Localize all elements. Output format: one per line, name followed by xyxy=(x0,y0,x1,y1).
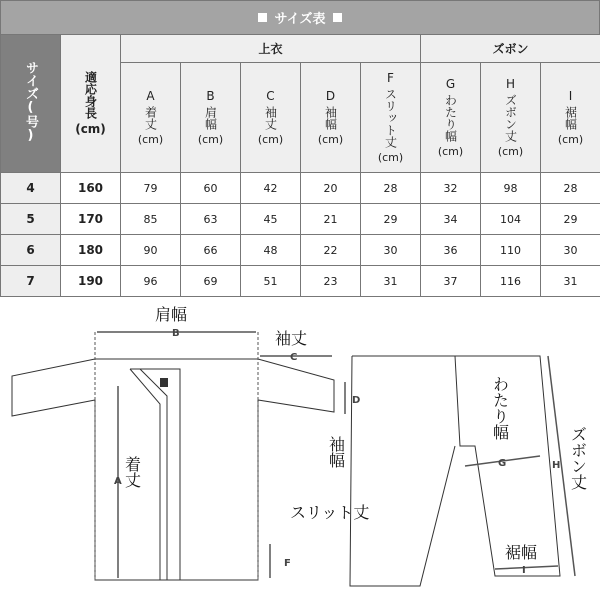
size-header-text: サイズ(号) xyxy=(23,61,38,143)
size-cell: 7 xyxy=(1,266,61,297)
column-header xyxy=(541,63,600,173)
height-cell: 170 xyxy=(61,204,121,235)
letter-b: B xyxy=(172,328,180,339)
square-icon xyxy=(333,13,342,22)
column-unit: (cm) xyxy=(437,145,464,158)
column-name: 肩幅 xyxy=(203,106,218,130)
column-label: G xyxy=(443,77,458,91)
measurement-diagram xyxy=(0,296,600,612)
column-name: 袖幅 xyxy=(323,106,338,130)
column-header xyxy=(241,63,301,173)
column-unit: (cm) xyxy=(197,133,224,146)
size-table xyxy=(0,34,600,297)
value-cell: 98 xyxy=(481,173,541,204)
value-cell: 85 xyxy=(121,204,181,235)
column-name: ズボン丈 xyxy=(503,94,518,142)
value-cell: 90 xyxy=(121,235,181,266)
column-name: 裾幅 xyxy=(563,106,578,130)
value-cell: 31 xyxy=(541,266,600,297)
height-cell: 160 xyxy=(61,173,121,204)
column-unit: (cm) xyxy=(557,133,584,146)
value-cell: 63 xyxy=(181,204,241,235)
column-unit: (cm) xyxy=(137,133,164,146)
label-thigh: わたり幅 xyxy=(490,376,510,440)
column-header xyxy=(481,63,541,173)
value-cell: 30 xyxy=(361,235,421,266)
column-header xyxy=(301,63,361,173)
column-name: 袖丈 xyxy=(263,106,278,130)
column-header xyxy=(121,63,181,173)
size-cell: 5 xyxy=(1,204,61,235)
table-row xyxy=(1,204,600,235)
value-cell: 28 xyxy=(361,173,421,204)
table-row xyxy=(1,173,600,204)
height-header-text: 適応身長 xyxy=(83,71,98,119)
height-cell: 190 xyxy=(61,266,121,297)
value-cell: 21 xyxy=(301,204,361,235)
value-cell: 66 xyxy=(181,235,241,266)
value-cell: 116 xyxy=(481,266,541,297)
column-label: B xyxy=(203,89,218,103)
column-header xyxy=(181,63,241,173)
label-shoulder: 肩幅 xyxy=(155,305,188,324)
label-sleeve-width: 袖幅 xyxy=(326,436,346,468)
jacket-header: 上衣 xyxy=(121,35,421,63)
column-label: A xyxy=(143,89,158,103)
column-name: わたり幅 xyxy=(443,94,458,142)
table-row xyxy=(1,266,600,297)
size-cell: 4 xyxy=(1,173,61,204)
column-label: I xyxy=(563,89,578,103)
value-cell: 23 xyxy=(301,266,361,297)
title-text: サイズ表 xyxy=(274,12,326,27)
label-pants-length: ズボン丈 xyxy=(568,426,588,490)
column-label: C xyxy=(263,89,278,103)
height-unit: (cm) xyxy=(75,122,106,136)
column-unit: (cm) xyxy=(497,145,524,158)
column-unit: (cm) xyxy=(257,133,284,146)
column-name: スリット丈 xyxy=(383,88,398,148)
height-cell: 180 xyxy=(61,235,121,266)
table-row xyxy=(1,235,600,266)
value-cell: 104 xyxy=(481,204,541,235)
square-icon xyxy=(258,13,267,22)
value-cell: 22 xyxy=(301,235,361,266)
size-cell: 6 xyxy=(1,235,61,266)
value-cell: 29 xyxy=(361,204,421,235)
collar-mark xyxy=(160,378,168,387)
column-label: H xyxy=(503,77,518,91)
height-header xyxy=(61,35,121,173)
value-cell: 32 xyxy=(421,173,481,204)
value-cell: 31 xyxy=(361,266,421,297)
value-cell: 48 xyxy=(241,235,301,266)
size-table-title xyxy=(0,0,600,35)
value-cell: 51 xyxy=(241,266,301,297)
letter-a: A xyxy=(114,476,122,487)
column-label: D xyxy=(323,89,338,103)
pants-header: ズボン xyxy=(421,35,600,63)
label-slit: スリット丈 xyxy=(290,503,370,522)
column-unit: (cm) xyxy=(377,151,404,164)
value-cell: 79 xyxy=(121,173,181,204)
label-sleeve-length: 袖丈 xyxy=(275,329,308,348)
value-cell: 96 xyxy=(121,266,181,297)
value-cell: 30 xyxy=(541,235,600,266)
value-cell: 34 xyxy=(421,204,481,235)
value-cell: 37 xyxy=(421,266,481,297)
column-header xyxy=(361,63,421,173)
letter-d: D xyxy=(352,395,361,406)
letter-h: H xyxy=(552,460,561,471)
letter-g: G xyxy=(498,458,507,469)
value-cell: 20 xyxy=(301,173,361,204)
value-cell: 36 xyxy=(421,235,481,266)
letter-f: F xyxy=(284,558,291,569)
label-length: 着丈 xyxy=(122,456,142,488)
column-name: 着丈 xyxy=(143,106,158,130)
letter-c: C xyxy=(290,352,298,363)
letter-i: I xyxy=(522,565,526,576)
column-header xyxy=(421,63,481,173)
value-cell: 28 xyxy=(541,173,600,204)
label-hem: 裾幅 xyxy=(505,543,538,562)
column-label: F xyxy=(383,71,398,85)
value-cell: 29 xyxy=(541,204,600,235)
size-header xyxy=(1,35,61,173)
value-cell: 42 xyxy=(241,173,301,204)
value-cell: 69 xyxy=(181,266,241,297)
value-cell: 45 xyxy=(241,204,301,235)
column-unit: (cm) xyxy=(317,133,344,146)
value-cell: 60 xyxy=(181,173,241,204)
value-cell: 110 xyxy=(481,235,541,266)
